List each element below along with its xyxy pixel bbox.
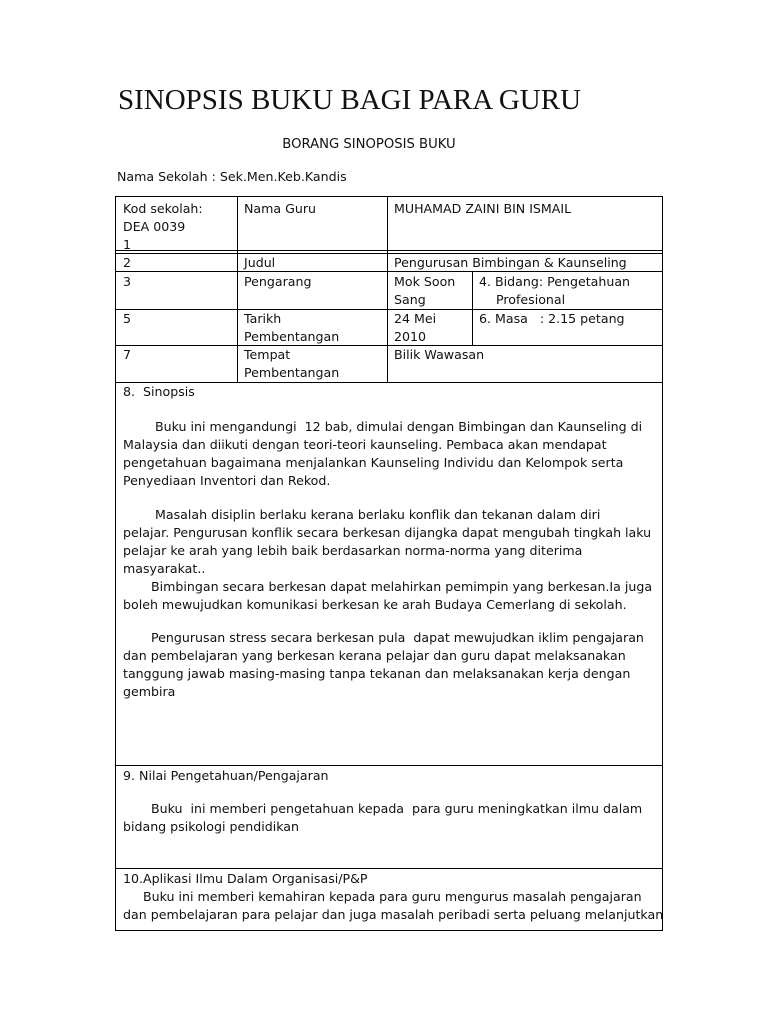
aplikasi-heading: 10.Aplikasi Ilmu Dalam Organisasi/P&P	[123, 871, 368, 886]
row-divider	[116, 345, 662, 346]
nama-guru-label: Nama Guru	[244, 201, 317, 216]
nilai-body: Buku ini memberi pengetahuan kepada para guru meningkatkan ilmu dalam bidang psikologi pendidikan	[123, 801, 643, 834]
pengarang-value: Mok Soon Sang	[394, 274, 456, 307]
sinopsis-paragraph: Buku ini mengandungi 12 bab, dimulai dengan Bimbingan dan Kaunseling di Malaysia dan diikuti dengan teori-teori kaunseling. Pembaca akan mendapat pengetahuan bagaimana menjalankan Kaunseling Individu dan Kelompok serta Penyediaan Inventori dan Rekod.	[123, 419, 643, 488]
tempat-value: Bilik Wawasan	[394, 347, 485, 362]
column-divider	[387, 197, 388, 382]
sinopsis-paragraph: Pengurusan stress secara berkesan pula dapat mewujudkan iklim pengajaran dan pembelajaran yang berkesan kerana pelajar dan guru dapat melaksanakan tanggung jawab masing-masing tanpa tekanan dan melaksanakan kerja dengan gembira	[123, 630, 644, 699]
judul-label: Judul	[244, 255, 276, 270]
nama-guru-value: MUHAMAD ZAINI BIN ISMAIL	[394, 201, 572, 216]
row-number: 3	[123, 274, 132, 289]
bidang-field: 4. Bidang: Pengetahuan	[479, 274, 631, 289]
row-number: 7	[123, 347, 132, 362]
synopsis-form	[115, 196, 663, 931]
row-number: 2	[123, 255, 132, 270]
pengarang-label: Pengarang	[244, 274, 312, 289]
sinopsis-paragraph: Bimbingan secara berkesan dapat melahirkan pemimpin yang berkesan.Ia juga boleh mewujudkan komunikasi berkesan ke arah Budaya Cemerlang di sekolah.	[123, 579, 653, 612]
aplikasi-body: Buku ini memberi kemahiran kepada para guru mengurus masalah pengajaran dan pembelajaran para pelajar dan juga masalah peribadi serta peluang melanjutkan	[123, 889, 664, 922]
row-divider	[116, 868, 662, 869]
tarikh-value: 24 Mei 2010	[394, 311, 437, 344]
form-subtitle: BORANG SINOPOSIS BUKU	[282, 137, 456, 152]
kod-sekolah-cell: Kod sekolah: DEA 0039 1	[123, 201, 203, 252]
sinopsis-paragraph: Masalah disiplin berlaku kerana berlaku konflik dan tekanan dalam diri pelajar. Pengurusan konflik secara berkesan dijangka dapat mengubah tingkah laku pelajar ke arah yang lebih baik berdasarkan norma-norma yang diterima masyarakat..	[123, 507, 652, 576]
tarikh-label: Tarikh Pembentangan	[244, 311, 340, 344]
column-divider	[237, 197, 238, 382]
nilai-heading: 9. Nilai Pengetahuan/Pengajaran	[123, 768, 329, 783]
school-name: Nama Sekolah : Sek.Men.Keb.Kandis	[117, 169, 347, 184]
row-divider	[116, 765, 662, 766]
judul-value: Pengurusan Bimbingan & Kaunseling	[394, 255, 627, 270]
sinopsis-heading: 8. Sinopsis	[123, 384, 195, 399]
bidang-value: Profesional	[496, 292, 566, 307]
row-divider	[116, 382, 662, 383]
masa-field: 6. Masa : 2.15 petang	[479, 311, 625, 326]
column-divider	[472, 271, 473, 345]
row-number: 5	[123, 311, 132, 326]
tempat-label: Tempat Pembentangan	[244, 347, 340, 380]
page-title: SINOPSIS BUKU BAGI PARA GURU	[118, 84, 582, 116]
